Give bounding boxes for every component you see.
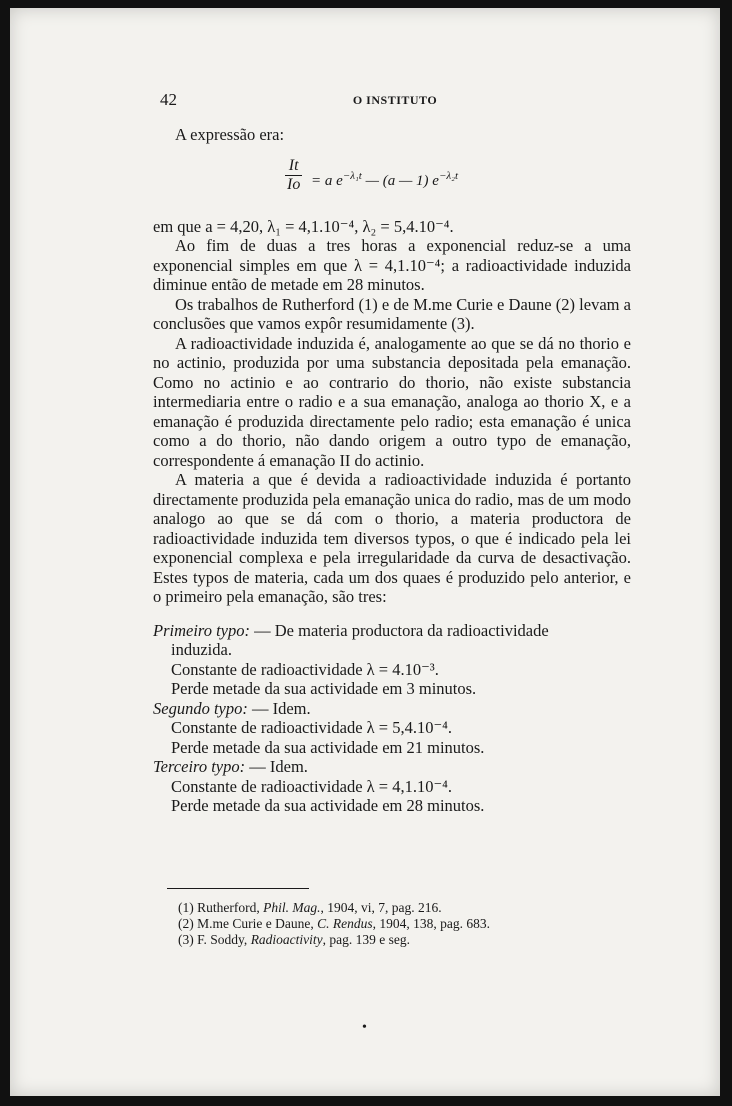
footnote-source: Radioactivity (250, 932, 323, 947)
footnote-rule (167, 888, 309, 889)
formula-rhs-start: = a e (311, 172, 343, 189)
paragraph: A radioactividade induzida é, analogamente ao que se dá no thorio e no actinio, produzida por uma substancia depositada pela emanação. Como no actinio e ao contrario do thorio, não existe substancia intermediaria entre o radio e a sua emanação, analoga ao thorio X, e a emanação é produzida directamente pelo radio; esta emanação é unica como a do thorio, não dando origem a outro typo de emanação, correspondente á emanação II do actinio. (153, 333, 631, 470)
typo-heading (153, 699, 631, 719)
formula-parameters: em que a = 4,20, λ₁ = 4,1.10⁻⁴, λ₂ = 5,4.10⁻⁴. (153, 216, 454, 236)
formula-exponent-2: −λ₂t (438, 169, 459, 182)
typo-label: Terceiro typo: (153, 757, 246, 776)
typo-label: Primeiro typo: (153, 620, 250, 640)
typo-constant: Constante de radioactividade λ = 4,1.10⁻⁴. (171, 776, 453, 796)
typo-description: — De materia productora da radioactividade (254, 620, 549, 640)
typo-heading (153, 757, 631, 777)
typo-constant: Constante de radioactividade λ = 4.10⁻³. (171, 659, 439, 679)
journal-title: O INSTITUTO (352, 93, 438, 107)
footnote-citation: , pag. 139 e seg. (322, 932, 411, 947)
footnote-text: F. Soddy, (197, 932, 251, 947)
page-number: 42 (160, 90, 177, 109)
typo-halflife: Perde metade da sua actividade em 28 minutos. (171, 796, 485, 815)
intro-line: A expressão era: (175, 125, 285, 144)
bottom-mark: • (362, 1020, 367, 1035)
typo-label: Segundo typo: (153, 698, 248, 718)
typo-description: — Idem. (251, 698, 311, 718)
typo-constant: Constante de radioactividade λ = 5,4.10⁻⁴. (171, 718, 453, 737)
formula-exponent-1: −λ₁t (342, 169, 362, 182)
typo-description-cont: induzida. (171, 640, 232, 659)
formula-fraction (285, 157, 302, 194)
typo-halflife: Perde metade da sua actividade em 21 minutos. (171, 737, 485, 757)
formula-numerator: It (288, 156, 299, 174)
footnotes (178, 900, 598, 948)
typo-heading (153, 621, 631, 641)
typo-description: — Idem. (249, 757, 308, 776)
footnote-mark: (2) (178, 916, 194, 931)
footnote-source: C. Rendus (317, 916, 373, 931)
formula-rhs (311, 167, 458, 192)
formula-denominator: Io (287, 175, 301, 193)
footnote-citation: , 1904, vi, 7, pag. 216. (320, 900, 442, 915)
paragraph: A materia a que é devida a radioactividade induzida é portanto directamente produzida pela emanação unica do radio, mas de um modo analogo ao que se dá com o thorio, a materia productora de radioactividade induzida tem diversos typos, o que é indicado pela lei exponencial complexa e pela irregularidade da curva de desactivação. Estes typos de materia, cada um dos quaes é produzido pelo anterior, e o primeiro pela emanação, são tres: (153, 470, 631, 606)
typo-list (153, 621, 631, 816)
paragraph: Os trabalhos de Rutherford (1) e de M.me Curie e Daune (2) levam a conclusões que vamos expôr resumidamente (3). (153, 294, 631, 333)
footnote-mark: (3) (178, 932, 194, 947)
footnote-mark: (1) (178, 900, 194, 915)
formula (153, 149, 631, 207)
formula-rhs-middle: — (a — 1) e (361, 172, 439, 189)
running-head (160, 90, 630, 114)
footnote (178, 900, 598, 916)
footnote-text: M.me Curie e Daune, (197, 916, 318, 931)
paragraph: Ao fim de duas a tres horas a exponencial reduz-se a uma exponencial simples em que λ = 4,1.10⁻⁴; a radioactividade induzida diminue então de metade em 28 minutos. (153, 236, 631, 294)
footnote (178, 932, 598, 948)
footnote (178, 916, 598, 932)
body-text (153, 125, 631, 816)
footnote-text: Rutherford, (197, 900, 264, 915)
footnote-source: Phil. Mag. (263, 900, 321, 915)
typo-halflife: Perde metade da sua actividade em 3 minutos. (171, 679, 477, 698)
footnote-citation: , 1904, 138, pag. 683. (372, 916, 490, 931)
